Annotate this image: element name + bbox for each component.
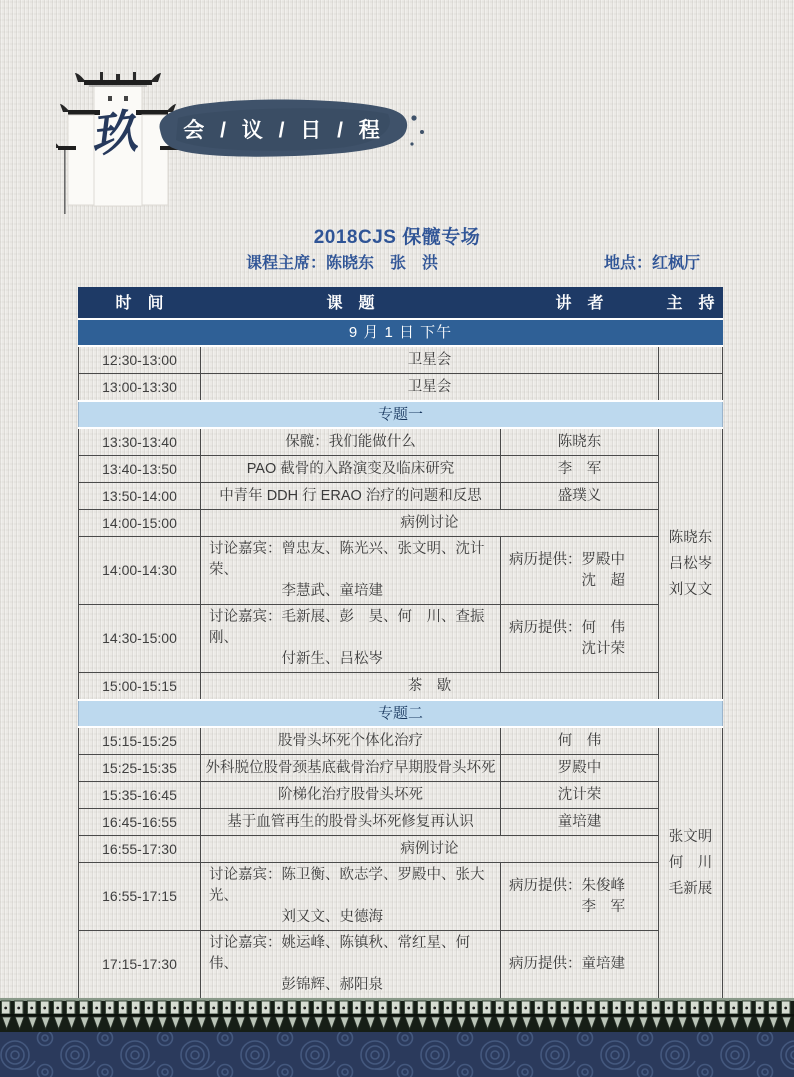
- date-cell: 9 月 1 日 下午: [79, 319, 723, 346]
- banner: [138, 88, 438, 170]
- banner-title: 会 / 议 / 日 / 程: [183, 119, 385, 142]
- speaker-cell: 何 伟: [501, 727, 659, 755]
- table-row: [79, 374, 723, 402]
- time-cell: 13:50-14:00: [79, 483, 201, 510]
- schedule-table-wrap: [78, 287, 722, 999]
- speaker-cell: 李 军: [501, 456, 659, 483]
- table-row: [79, 428, 723, 456]
- column-header-topic: 课 题: [201, 288, 501, 320]
- table-row: [79, 456, 723, 483]
- schedule-table: [78, 287, 723, 999]
- speaker-cell: 陈晓东: [501, 428, 659, 456]
- time-cell: 16:55-17:30: [79, 836, 201, 863]
- time-cell: 14:00-14:30: [79, 537, 201, 605]
- speaker-cell: 童培建: [501, 809, 659, 836]
- topic-cell: 卫星会: [201, 346, 659, 374]
- time-cell: 13:00-13:30: [79, 374, 201, 402]
- roof-tile-border: [0, 998, 794, 1032]
- table-row: [79, 836, 723, 863]
- speaker-cell: 病历提供：罗殿中 沈 超: [501, 537, 659, 605]
- schedule-table-body: [79, 319, 723, 999]
- table-row: [79, 605, 723, 673]
- time-cell: 13:40-13:50: [79, 456, 201, 483]
- section-cell: 专题一: [79, 401, 723, 428]
- topic-cell: 讨论嘉宾：毛新展、彭 昊、何 川、查振刚、 付新生、吕松岑: [201, 605, 501, 673]
- host-cell: [659, 374, 723, 402]
- table-row: [79, 346, 723, 374]
- topic-cell: 保髋：我们能做什么: [201, 428, 501, 456]
- speaker-cell: 病历提供：童培建: [501, 931, 659, 999]
- topic-cell: 股骨头坏死个体化治疗: [201, 727, 501, 755]
- table-row: [79, 782, 723, 809]
- topic-cell: 病例讨论: [201, 836, 659, 863]
- swirl-pattern-band: [0, 1032, 794, 1077]
- host-name: 张文明: [668, 829, 713, 845]
- topic-cell: 茶 歇: [201, 673, 659, 701]
- time-cell: 14:00-15:00: [79, 510, 201, 537]
- column-header-speaker: 讲 者: [501, 288, 659, 320]
- time-cell: 13:30-13:40: [79, 428, 201, 456]
- table-row: [79, 755, 723, 782]
- course-chairs: 课程主席：陈晓东 张 洪: [245, 255, 438, 272]
- table-row: [79, 727, 723, 755]
- section-number: 玖: [87, 103, 140, 164]
- topic-cell: 阶梯化治疗股骨头坏死: [201, 782, 501, 809]
- time-cell: 15:25-15:35: [79, 755, 201, 782]
- table-row: [79, 483, 723, 510]
- host-name: 何 川: [668, 855, 713, 871]
- time-cell: 15:00-15:15: [79, 673, 201, 701]
- time-cell: 17:15-17:30: [79, 931, 201, 999]
- topic-cell: PAO 截骨的入路演变及临床研究: [201, 456, 501, 483]
- speaker-cell: 病历提供：朱俊峰 李 军: [501, 863, 659, 931]
- topic-cell: 讨论嘉宾：曾忠友、陈光兴、张文明、沈计荣、 李慧武、童培建: [201, 537, 501, 605]
- time-cell: 12:30-13:00: [79, 346, 201, 374]
- location-label: 地点：红枫厅: [603, 255, 700, 272]
- host-name: 刘又文: [668, 582, 713, 598]
- speaker-cell: 盛璞义: [501, 483, 659, 510]
- subtitle-row: [0, 250, 794, 274]
- topic-cell: 讨论嘉宾：姚运峰、陈镇秋、常红星、何 伟、 彭锦辉、郝阳泉: [201, 931, 501, 999]
- host-cell: [659, 428, 723, 700]
- table-row: [79, 809, 723, 836]
- table-row: [79, 931, 723, 999]
- topic-cell: 基于血管再生的股骨头坏死修复再认识: [201, 809, 501, 836]
- topic-cell: 病例讨论: [201, 510, 659, 537]
- page-title: 2018CJS 保髋专场: [313, 227, 481, 248]
- host-cell: [659, 346, 723, 374]
- section-cell: 专题二: [79, 700, 723, 727]
- host-name: 毛新展: [668, 881, 713, 897]
- table-header-row: [79, 288, 723, 320]
- table-row: [79, 537, 723, 605]
- time-cell: 16:55-17:15: [79, 863, 201, 931]
- speaker-cell: 沈计荣: [501, 782, 659, 809]
- table-row: [79, 319, 723, 346]
- topic-cell: 讨论嘉宾：陈卫衡、欧志学、罗殿中、张大光、 刘又文、史德海: [201, 863, 501, 931]
- table-row: [79, 700, 723, 727]
- time-cell: 15:15-15:25: [79, 727, 201, 755]
- table-row: [79, 673, 723, 701]
- time-cell: 14:30-15:00: [79, 605, 201, 673]
- topic-cell: 外科脱位股骨颈基底截骨治疗早期股骨头坏死: [201, 755, 501, 782]
- host-name: 陈晓东: [668, 530, 713, 546]
- time-cell: 16:45-16:55: [79, 809, 201, 836]
- table-row: [79, 401, 723, 428]
- table-row: [79, 510, 723, 537]
- table-row: [79, 863, 723, 931]
- speaker-cell: 病历提供：何 伟 沈计荣: [501, 605, 659, 673]
- host-name: 吕松岑: [668, 556, 713, 572]
- speaker-cell: 罗殿中: [501, 755, 659, 782]
- column-header-host: 主 持: [659, 288, 723, 320]
- host-cell: [659, 727, 723, 999]
- topic-cell: 卫星会: [201, 374, 659, 402]
- column-header-time: 时 间: [79, 288, 201, 320]
- time-cell: 15:35-16:45: [79, 782, 201, 809]
- topic-cell: 中青年 DDH 行 ERAO 治疗的问题和反思: [201, 483, 501, 510]
